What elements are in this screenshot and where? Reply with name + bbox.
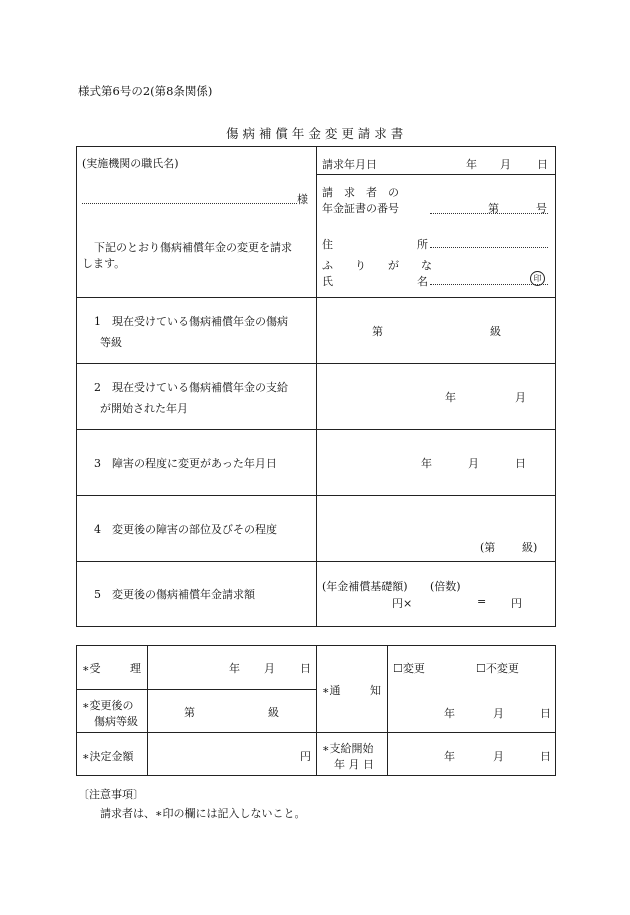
request-text-line1: 下記のとおり傷病補償年金の変更を請求 — [94, 241, 292, 254]
decided-amount-label: ∗決定金額 — [82, 750, 134, 763]
item-3-label: 3 障害の程度に変更があった年月日 — [94, 457, 277, 470]
agency-field[interactable] — [82, 203, 297, 204]
name-label: 氏 — [322, 275, 333, 288]
form-number: 様式第6号の2(第8条関係) — [78, 84, 213, 98]
certificate-label: 年金証書の番号 — [322, 202, 399, 215]
seal-mark: 印 — [530, 271, 545, 286]
payment-start-label: ∗支給開始 — [322, 742, 374, 755]
changed-grade-label: ∗変更後の — [82, 699, 134, 712]
item-2-label: 2 現在受けている傷病補償年金の支給 — [94, 381, 288, 394]
furigana-label: ふ り が な — [322, 259, 432, 272]
address-field[interactable] — [430, 247, 548, 248]
notice-label: ∗通 — [322, 684, 341, 697]
name-field[interactable] — [430, 284, 548, 285]
request-text-line2: します。 — [82, 257, 126, 270]
request-date-label: 請求年月日 — [322, 158, 377, 171]
address-label: 住 — [322, 238, 333, 251]
no-change-checkbox[interactable]: ☐不変更 — [476, 662, 519, 675]
sama-label: 様 — [297, 193, 308, 206]
item-4-label: 4 変更後の障害の部位及びその程度 — [94, 523, 277, 536]
item-1-label: 1 現在受けている傷病補償年金の傷病 — [94, 315, 288, 328]
change-checkbox[interactable]: ☐変更 — [393, 662, 425, 675]
main-divider — [316, 146, 317, 627]
notes-text: 請求者は、∗印の欄には記入しないこと。 — [100, 807, 306, 820]
claimant-label: 請 求 者 の — [322, 186, 399, 199]
notes-heading: 〔注意事項〕 — [78, 788, 144, 801]
receipt-label: ∗受 — [82, 662, 101, 675]
form-title: 傷 病 補 償 年 金 変 更 請 求 書 — [226, 126, 404, 141]
item-5-label: 5 変更後の傷病補償年金請求額 — [94, 588, 255, 601]
agency-label: (実施機関の職氏名) — [82, 157, 179, 170]
